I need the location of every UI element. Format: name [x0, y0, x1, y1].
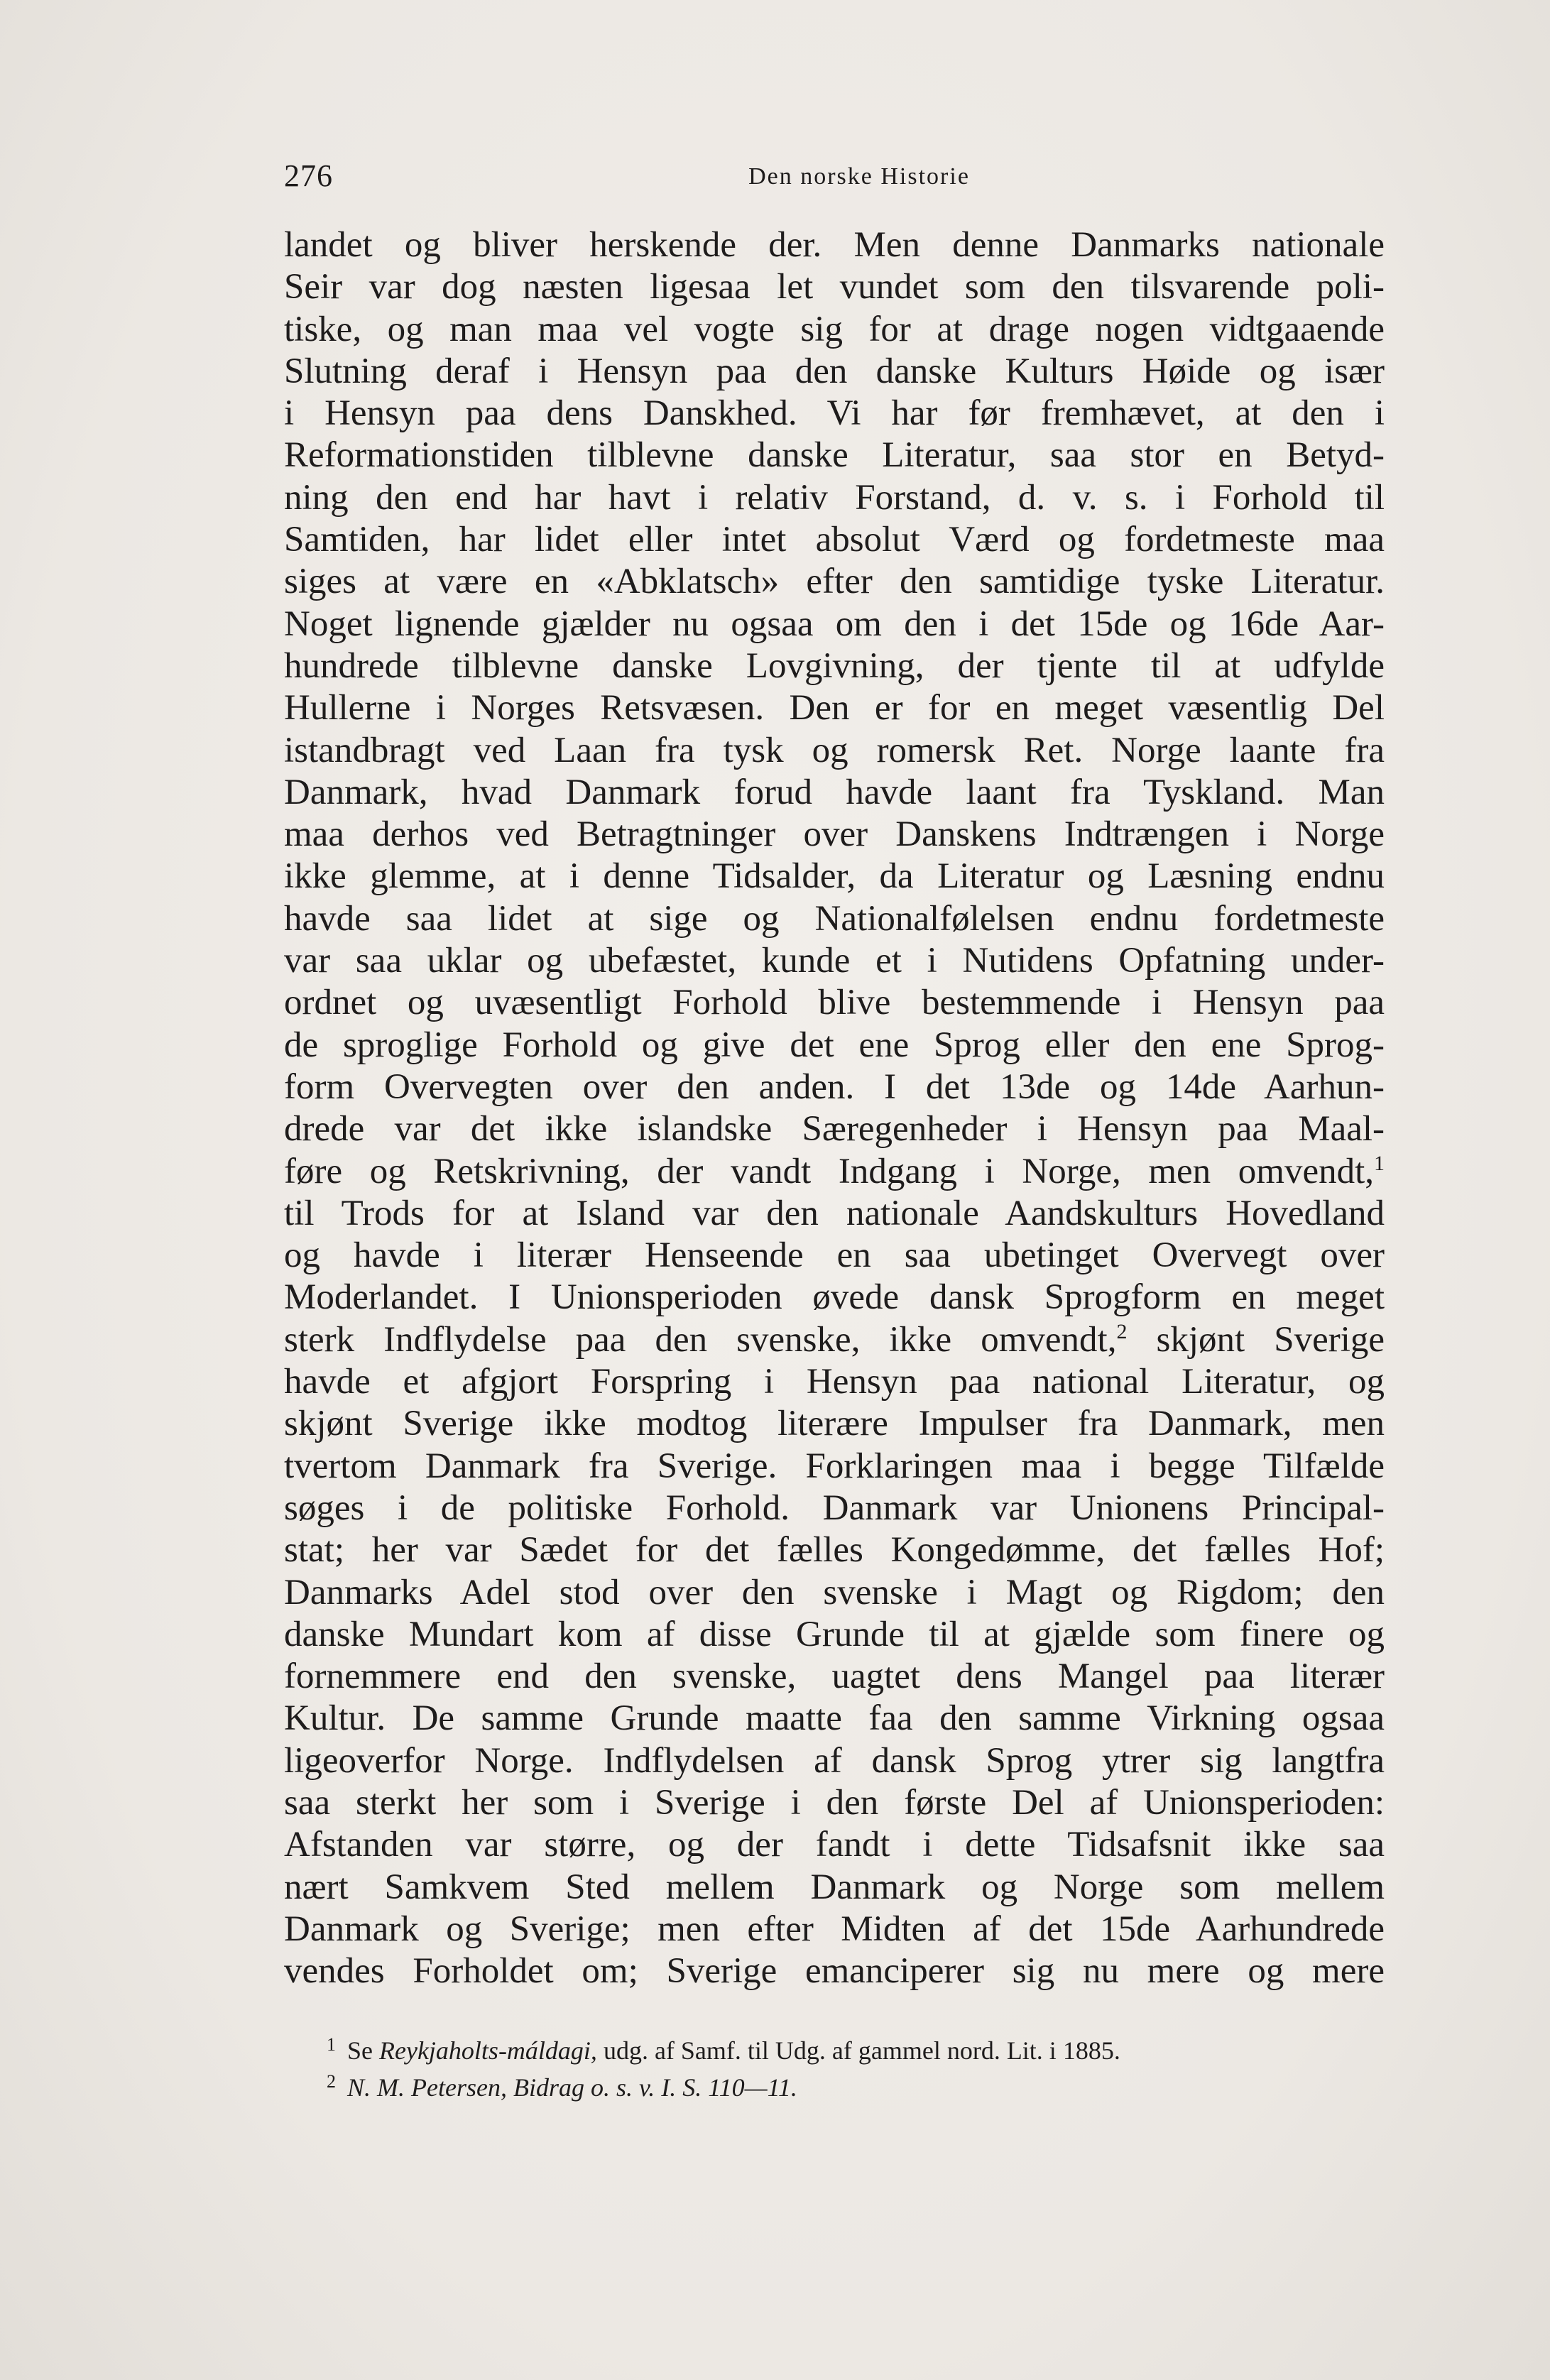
- text-fragment: føre og Retskrivning, der vandt Indgang i Norge, men omvendt,: [284, 1151, 1374, 1191]
- footnotes: [327, 2029, 1385, 2103]
- text-line: ning den end har havt i relativ Forstand, d. v. s. i Forhold til: [284, 477, 1385, 518]
- text-line-with-footnote-ref: [284, 1319, 1385, 1361]
- footnote-text: udg. af Samf. til Udg. af gammel nord. Lit. i 1885.: [596, 2036, 1120, 2065]
- footnote-title: N. M. Petersen, Bidrag o. s. v. I. S. 110—11.: [347, 2073, 797, 2102]
- text-line: form Overvegten over den anden. I det 13de og 14de Aarhun-: [284, 1066, 1385, 1107]
- text-line: søges i de politiske Forhold. Danmark var Unionens Principal-: [284, 1488, 1385, 1528]
- footnote-mark: 2: [327, 2071, 336, 2092]
- text-line: vendes Forholdet om; Sverige emanciperer sig nu mere og mere: [284, 1951, 1385, 1992]
- footnote-mark: 1: [327, 2034, 336, 2055]
- text-line: til Trods for at Island var den nationale Aandskulturs Hovedland: [284, 1193, 1385, 1233]
- text-line: siges at være en «Abklatsch» efter den samtidige tyske Literatur.: [284, 562, 1385, 602]
- text-line: ikke glemme, at i denne Tidsalder, da Literatur og Læsning endnu: [284, 856, 1385, 897]
- text-line: Kultur. De samme Grunde maatte faa den samme Virkning ogsaa: [284, 1698, 1385, 1739]
- text-line: danske Mundart kom af disse Grunde til at gjælde som finere og: [284, 1614, 1385, 1654]
- text-fragment: skjønt Sverige: [1127, 1319, 1385, 1360]
- text-line: tiske, og man maa vel vogte sig for at drage nogen vidtgaaende: [284, 309, 1385, 349]
- text-line: Danmark, hvad Danmark forud havde laant fra Tyskland. Man: [284, 772, 1385, 812]
- text-line: fornemmere end den svenske, uagtet dens Mangel paa literær: [284, 1656, 1385, 1697]
- text-line: Samtiden, har lidet eller intet absolut Værd og fordetmeste maa: [284, 520, 1385, 560]
- text-line: Danmark og Sverige; men efter Midten af det 15de Aarhundrede: [284, 1909, 1385, 1949]
- text-line: Afstanden var større, og der fandt i dette Tidsafsnit ikke saa: [284, 1825, 1385, 1865]
- body-text: [284, 224, 1385, 1992]
- running-title: Den norske Historie: [748, 163, 970, 190]
- text-line: hundrede tilblevne danske Lovgivning, der tjente til at udfylde: [284, 645, 1385, 686]
- text-line: i Hensyn paa dens Danskhed. Vi har før fremhævet, at den i: [284, 393, 1385, 434]
- footnote-title: Reykjaholts-máldagi,: [379, 2036, 597, 2065]
- text-line: landet og bliver herskende der. Men denne Danmarks nationale: [284, 225, 1385, 265]
- page-header: [284, 158, 1420, 200]
- text-line: havde saa lidet at sige og Nationalfølelsen endnu fordetmeste: [284, 898, 1385, 939]
- text-line: Noget lignende gjælder nu ogsaa om den i det 15de og 16de Aar-: [284, 604, 1385, 644]
- text-line: tvertom Danmark fra Sverige. Forklaringen maa i begge Tilfælde: [284, 1446, 1385, 1486]
- text-line: Slutning deraf i Hensyn paa den danske Kulturs Høide og især: [284, 351, 1385, 391]
- text-line-with-footnote-ref: [284, 1151, 1385, 1193]
- text-line: ligeoverfor Norge. Indflydelsen af dansk Sprog ytrer sig langtfra: [284, 1740, 1385, 1781]
- footnote-text: Se: [347, 2036, 379, 2065]
- text-line: maa derhos ved Betragtninger over Danskens Indtrængen i Norge: [284, 814, 1385, 855]
- text-line: Seir var dog næsten ligesaa let vundet som den tilsvarende poli-: [284, 267, 1385, 307]
- footnote-ref: 1: [1374, 1151, 1385, 1175]
- text-line: skjønt Sverige ikke modtog literære Impulser fra Danmark, men: [284, 1404, 1385, 1444]
- text-line: var saa uklar og ubefæstet, kunde et i Nutidens Opfatning under-: [284, 941, 1385, 981]
- footnote: [327, 2066, 1385, 2103]
- text-line: Moderlandet. I Unionsperioden øvede dansk Sprogform en meget: [284, 1277, 1385, 1318]
- text-line: og havde i literær Henseende en saa ubetinget Overvegt over: [284, 1235, 1385, 1276]
- text-line: saa sterkt her som i Sverige i den første Del af Unionsperioden:: [284, 1782, 1385, 1823]
- text-fragment: sterk Indflydelse paa den svenske, ikke omvendt,: [284, 1319, 1117, 1360]
- text-line: ordnet og uvæsentligt Forhold blive bestemmende i Hensyn paa: [284, 983, 1385, 1023]
- text-line: istandbragt ved Laan fra tysk og romersk Ret. Norge laante fra: [284, 730, 1385, 770]
- text-line: de sproglige Forhold og give det ene Sprog eller den ene Sprog-: [284, 1025, 1385, 1065]
- text-line: nært Samkvem Sted mellem Danmark og Norge som mellem: [284, 1867, 1385, 1907]
- text-line: stat; her var Sædet for det fælles Kongedømme, det fælles Hof;: [284, 1530, 1385, 1571]
- text-line: havde et afgjort Forspring i Hensyn paa national Literatur, og: [284, 1362, 1385, 1402]
- page-number: 276: [284, 158, 333, 193]
- text-line: drede var det ikke islandske Særegenheder i Hensyn paa Maal-: [284, 1109, 1385, 1150]
- text-line: Hullerne i Norges Retsvæsen. Den er for en meget væsentlig Del: [284, 688, 1385, 728]
- text-line: Danmarks Adel stod over den svenske i Magt og Rigdom; den: [284, 1572, 1385, 1612]
- footnote: [327, 2029, 1385, 2066]
- footnote-ref: 2: [1116, 1319, 1128, 1343]
- text-line: Reformationstiden tilblevne danske Literatur, saa stor en Betyd-: [284, 435, 1385, 476]
